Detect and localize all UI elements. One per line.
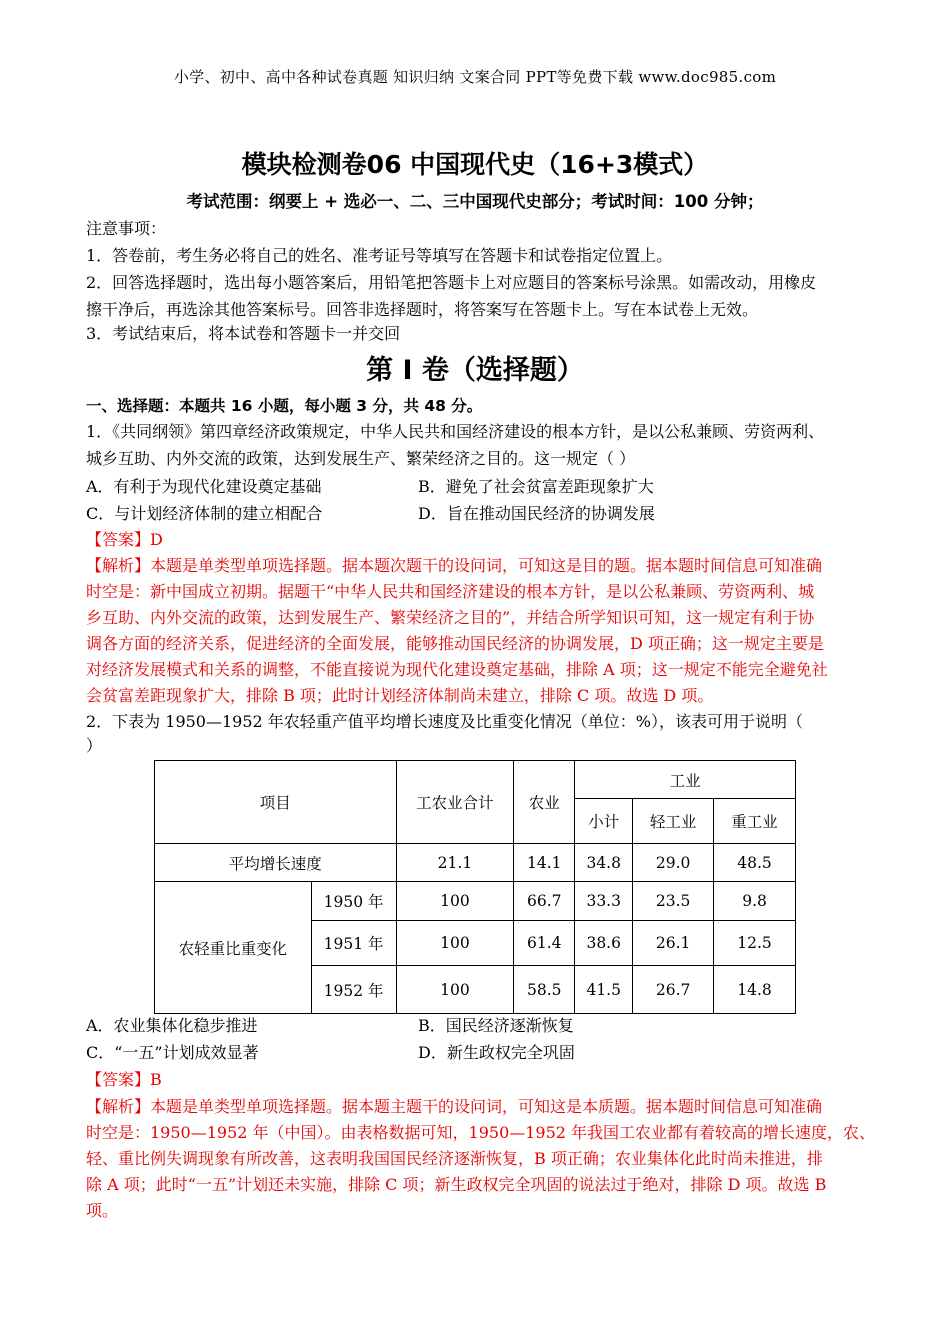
q1-option-d: D．旨在推动国民经济的协调发展	[418, 504, 655, 523]
header-total: 工农业合计	[396, 761, 514, 844]
ratio-label: 农轻重比重变化	[155, 882, 312, 1014]
q1-option-c: C．与计划经济体制的建立相配合	[86, 504, 323, 523]
q1-answer: 【答案】D	[86, 530, 163, 549]
q1-analysis-line: 会贫富差距现象扩大，排除 B 项；此时计划经济体制尚未建立，排除 C 项。故选 D 项。	[86, 686, 714, 705]
table-row	[155, 844, 796, 882]
header-item: 项目	[155, 761, 397, 844]
table-row	[155, 882, 796, 921]
table-cell: 1952 年	[311, 966, 396, 1014]
q2-answer: 【答案】B	[86, 1070, 162, 1089]
q2-option-d: D．新生政权完全巩固	[418, 1043, 575, 1062]
table-cell: 26.1	[633, 921, 714, 966]
table-cell: 12.5	[714, 921, 796, 966]
table-cell: 100	[396, 882, 514, 921]
table-cell: 26.7	[633, 966, 714, 1014]
table-cell: 100	[396, 921, 514, 966]
table-cell: 33.3	[575, 882, 633, 921]
q2-analysis-line: 项。	[86, 1201, 119, 1220]
header-industry: 工业	[575, 761, 796, 799]
exam-title: 模块检测卷06 中国现代史（16+3模式）	[241, 150, 709, 179]
q1-analysis-line: 乡互助、内外交流的政策，达到发展生产、繁荣经济之目的”，并结合所学知识可知，这一规定有利于协	[86, 608, 815, 627]
q1-analysis-line: 时空是：新中国成立初期。据题干“中华人民共和国经济建设的根本方针，是以公私兼顾、劳资两利、城	[86, 582, 815, 601]
q1-option-a: A．有利于为现代化建设奠定基础	[86, 477, 322, 496]
q2-analysis-line: 时空是：1950—1952 年（中国）。由表格数据可知，1950—1952 年我国工农业都有着较高的增长速度，农、	[86, 1123, 876, 1142]
table-cell: 66.7	[514, 882, 575, 921]
q2-analysis-line: 【解析】本题是单类型单项选择题。据本题主题干的设问词，可知这是本质题。据本题时间信息可知准确	[86, 1097, 823, 1116]
table-cell: 14.8	[714, 966, 796, 1014]
q2-option-c: C．“一五”计划成效显著	[86, 1043, 259, 1062]
table-cell: 1950 年	[311, 882, 396, 921]
table-cell: 23.5	[633, 882, 714, 921]
notes-item: 擦干净后，再选涂其他答案标号。回答非选择题时，将答案写在答题卡上。写在本试卷上无效。	[86, 300, 759, 319]
q2-stem-line: 2．下表为 1950—1952 年农轻重产值平均增长速度及比重变化情况（单位：%），该表可用于说明（	[86, 712, 803, 731]
table-cell: 41.5	[575, 966, 633, 1014]
header-heavy-industry: 重工业	[714, 799, 796, 844]
q2-stem-line: ）	[86, 736, 103, 755]
notes-item: 1．答卷前，考生务必将自己的姓名、准考证号等填写在答题卡和试卷指定位置上。	[86, 246, 673, 265]
notes-item: 2．回答选择题时，选出每小题答案后，用铅笔把答题卡上对应题目的答案标号涂黑。如需改动，用橡皮	[86, 273, 817, 292]
growth-label: 平均增长速度	[155, 844, 397, 882]
table-cell: 14.1	[514, 844, 575, 882]
q1-stem-line: 城乡互助、内外交流的政策，达到发展生产、繁荣经济之目的。这一规定（ ）	[86, 449, 636, 468]
table-cell: 29.0	[633, 844, 714, 882]
table-cell: 34.8	[575, 844, 633, 882]
q2-analysis-line: 除 A 项；此时“一五”计划还未实施，排除 C 项；新生政权完全巩固的说法过于绝对，排除 D 项。故选 B	[86, 1175, 827, 1194]
part-heading: 一、选择题：本题共 16 小题，每小题 3 分，共 48 分。	[86, 397, 483, 415]
q1-analysis-line: 【解析】本题是单类型单项选择题。据本题次题干的设问词，可知这是目的题。据本题时间信息可知准确	[86, 556, 823, 575]
header-agriculture: 农业	[514, 761, 575, 844]
table-cell: 21.1	[396, 844, 514, 882]
q1-analysis-line: 调各方面的经济关系，促进经济的全面发展，能够推动国民经济的协调发展，D 项正确；这一规定主要是	[86, 634, 824, 653]
table-cell: 100	[396, 966, 514, 1014]
header-subtotal: 小计	[575, 799, 633, 844]
table-cell: 58.5	[514, 966, 575, 1014]
q1-option-b: B．避免了社会贫富差距现象扩大	[418, 477, 654, 496]
notes-item: 3．考试结束后，将本试卷和答题卡一并交回	[86, 324, 401, 343]
q2-analysis-line: 轻、重比例失调现象有所改善，这表明我国国民经济逐渐恢复，B 项正确；农业集体化此时尚未推进，排	[86, 1149, 823, 1168]
table-cell: 61.4	[514, 921, 575, 966]
production-table	[154, 760, 796, 1014]
header-note: 小学、初中、高中各种试卷真题 知识归纳 文案合同 PPT等免费下载 www.doc985.com	[173, 68, 777, 86]
table-cell: 38.6	[575, 921, 633, 966]
q2-option-b: B．国民经济逐渐恢复	[418, 1016, 574, 1035]
notes-heading: 注意事项：	[86, 219, 167, 238]
exam-scope: 考试范围：纲要上 + 选必一、二、三中国现代史部分；考试时间：100 分钟；	[186, 192, 764, 211]
q2-option-a: A．农业集体化稳步推进	[86, 1016, 258, 1035]
table-cell: 48.5	[714, 844, 796, 882]
header-light-industry: 轻工业	[633, 799, 714, 844]
table-cell: 1951 年	[311, 921, 396, 966]
q1-analysis-line: 对经济发展模式和关系的调整，不能直接说为现代化建设奠定基础，排除 A 项；这一规定不能完全避免社	[86, 660, 828, 679]
q1-stem-line: 1．《共同纲领》第四章经济政策规定，中华人民共和国经济建设的根本方针，是以公私兼顾、劳资两利、	[86, 422, 825, 441]
table-cell: 9.8	[714, 882, 796, 921]
section-title: 第 I 卷（选择题）	[366, 355, 584, 386]
